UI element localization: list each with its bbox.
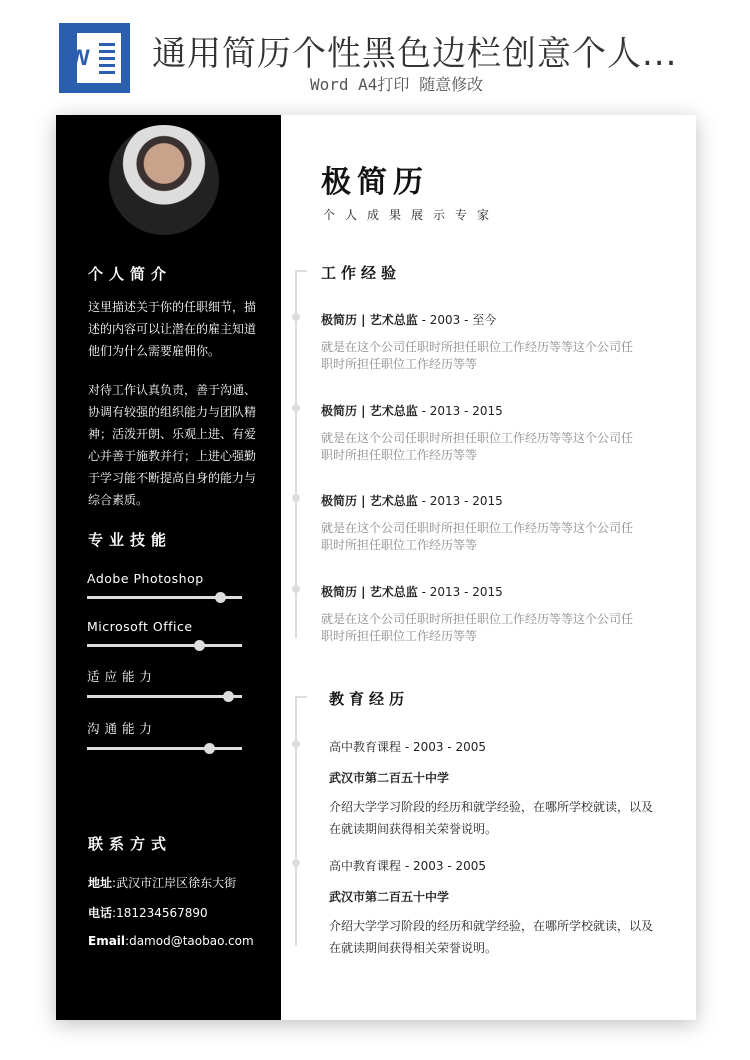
job-period: - 2013 - 2015 [417, 494, 503, 508]
timeline-dot [292, 494, 300, 502]
edu-desc: 介绍大学学习阶段的经历和就学经验，在哪所学校就读，以及在就读期间获得相关荣誉说明。 [329, 800, 654, 836]
contact-value: 181234567890 [116, 906, 208, 920]
edu-desc: 介绍大学学习阶段的经历和就学经验，在哪所学校就读，以及在就读期间获得相关荣誉说明。 [329, 919, 654, 955]
contact-label: Email [88, 934, 126, 948]
skill-name: Microsoft Office [87, 619, 193, 634]
timeline-line [295, 270, 297, 638]
job-company: 极简历 | 艺术总监 [321, 313, 418, 327]
job-desc: 就是在这个公司任职时所担任职位工作经历等等这个公司任职时所担任职位工作经历等等 [321, 611, 634, 643]
skill-item [87, 667, 242, 698]
job-period: - 2013 - 2015 [417, 403, 503, 418]
timeline-dot [292, 585, 300, 593]
main-content [281, 115, 696, 1020]
timeline-line [295, 696, 297, 946]
skill-bar [87, 596, 242, 599]
job-period: - 2013 - 2015 [417, 584, 503, 599]
avatar [109, 125, 219, 235]
job-desc: 就是在这个公司任职时所担任职位工作经历等等这个公司任职时所担任职位工作经历等等 [321, 521, 634, 552]
skill-name: 沟 通 能 力 [87, 721, 153, 736]
work-heading: 工作经验 [321, 264, 402, 282]
edu-heading: 教育经历 [329, 690, 410, 708]
job-company: 极简历 | 艺术总监 [321, 584, 418, 599]
document-title: 通用简历个性黑色边栏创意个人... [152, 34, 678, 74]
skills-heading: 专业技能 [88, 531, 173, 549]
sidebar [56, 115, 281, 1020]
skill-bar [87, 747, 242, 750]
profile-heading: 个人简介 [88, 265, 173, 283]
job-entry [321, 402, 641, 464]
job-period: - 2003 - 至今 [417, 313, 497, 327]
skill-item [87, 619, 242, 647]
resume-page [56, 115, 696, 1020]
job-desc: 就是在这个公司任职时所担任职位工作经历等等这个公司任职时所担任职位工作经历等等 [321, 430, 634, 462]
edu-entry [329, 857, 659, 959]
contact-value: damod@taobao.com [129, 934, 254, 948]
skill-item [87, 571, 242, 599]
resume-name: 极简历 [321, 165, 429, 200]
edu-entry [329, 738, 659, 840]
skill-knob [194, 640, 205, 651]
timeline-dot [292, 404, 300, 412]
contact-item: 地址:武汉市江岸区徐东大街 [88, 876, 237, 890]
skill-knob [223, 691, 234, 702]
skill-name: 适 应 能 力 [87, 669, 153, 684]
timeline-dot [292, 859, 300, 867]
contact-item: Email:damod@taobao.com [88, 934, 254, 948]
job-company: 极简历 | 艺术总监 [321, 494, 418, 508]
skill-knob [215, 592, 226, 603]
profile-text-2: 对待工作认真负责，善于沟通、协调有较强的组织能力与团队精神；活泼开朗、乐观上进、有爱心并善于施教并行；上进心强勤于学习能不断提高自身的能力与综合素质。 [88, 383, 257, 507]
contact-value: 武汉市江岸区徐东大街 [116, 876, 237, 890]
job-entry [321, 583, 641, 645]
skill-knob [204, 743, 215, 754]
skill-item [87, 719, 242, 750]
job-entry [321, 492, 641, 554]
contact-label: 地址 [88, 876, 113, 890]
job-company: 极简历 | 艺术总监 [321, 403, 418, 418]
skill-bar [87, 695, 242, 698]
profile-text: 这里描述关于你的任职细节，描述的内容可以让潜在的雇主知道他们为什么需要雇佣你。 [88, 300, 257, 358]
contact-label: 电话 [88, 906, 113, 920]
word-icon: W [59, 23, 130, 93]
edu-school: 武汉市第二百五十中学 [329, 771, 450, 785]
edu-course: 高中教育课程 - 2003 - 2005 [329, 859, 486, 873]
job-desc: 就是在这个公司任职时所担任职位工作经历等等这个公司任职时所担任职位工作经历等等 [321, 340, 634, 371]
timeline-dot [292, 313, 300, 321]
job-entry [321, 311, 641, 373]
skill-name: Adobe Photoshop [87, 571, 204, 586]
document-subtitle: Word A4打印 随意修改 [310, 75, 484, 94]
edu-school: 武汉市第二百五十中学 [329, 890, 450, 904]
timeline-dot [292, 740, 300, 748]
edu-course: 高中教育课程 - 2003 - 2005 [329, 740, 486, 754]
resume-tagline: 个人成果展示专家 [323, 208, 500, 222]
skill-bar [87, 644, 242, 647]
contact-heading: 联系方式 [88, 835, 173, 853]
contact-item: 电话:181234567890 [88, 906, 208, 920]
